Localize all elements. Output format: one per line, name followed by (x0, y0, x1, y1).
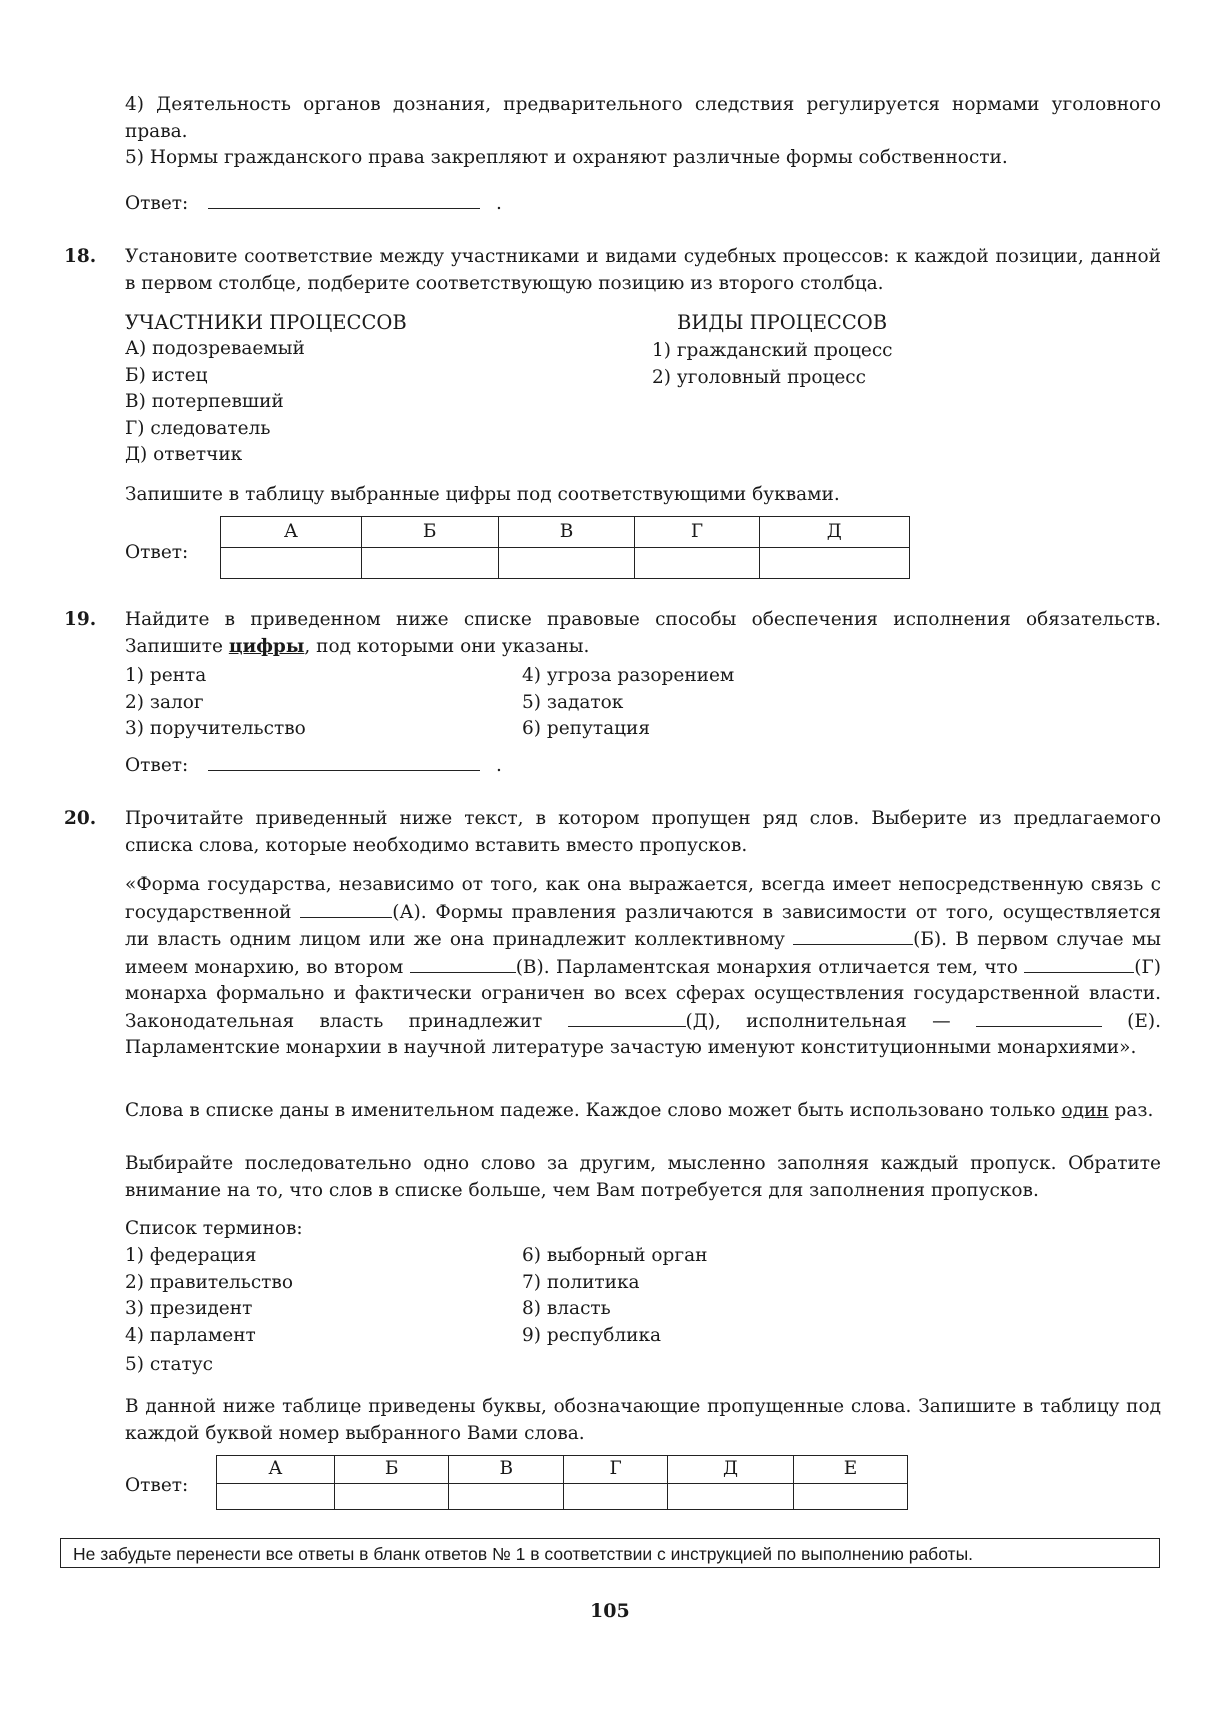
q18-right-header: ВИДЫ ПРОЦЕССОВ (677, 311, 888, 334)
list-item: 3) президент (125, 1298, 253, 1319)
q20-table-instruction: В данной ниже таблице приведены буквы, обозначающие пропущенные слова. Запишите в таблицу под каждой буквой номер выбранного Вами слова. (125, 1396, 1161, 1444)
blank-d[interactable] (568, 1008, 686, 1027)
q18-left-header: УЧАСТНИКИ ПРОЦЕССОВ (125, 311, 407, 334)
q19-answer-field[interactable] (208, 752, 480, 771)
footer-reminder: Не забудьте перенести все ответы в бланк ответов № 1 в соответствии с инструкцией по выполнению работы. (60, 1538, 1160, 1568)
q20-left-terms (125, 1243, 293, 1379)
passage-text: (Д), исполнительная — (685, 1010, 976, 1032)
q18-answer-table (220, 516, 910, 579)
list-item: 4) угроза разорением (522, 665, 735, 686)
q20-terms-title: Список терминов: (125, 1218, 303, 1239)
table-header-cell: В (449, 1456, 564, 1484)
answer-cell[interactable] (794, 1483, 908, 1509)
table-header-cell: Г (635, 517, 759, 548)
q20-answer-label: Ответ: (125, 1475, 189, 1496)
list-item: 2) уголовный процесс (652, 366, 867, 388)
answer-cell[interactable] (221, 548, 362, 579)
list-item: 5) статус (125, 1354, 213, 1375)
list-item: 6) выборный орган (522, 1245, 708, 1266)
list-item: 5) задаток (522, 691, 624, 713)
answer-label: Ответ: (125, 193, 189, 214)
q20-passage (125, 872, 1161, 1062)
passage-text: (Г) монарха формально и фактически ограничен во всех сферах осуществления государственной власти. Законодательная власть принадлежит (125, 956, 1161, 1032)
passage-text: (В). Парламентская монархия отличается тем, что (515, 956, 1025, 978)
answer-label: Ответ: (125, 755, 189, 776)
table-header-cell: А (217, 1456, 335, 1484)
blank-g[interactable] (1024, 954, 1134, 973)
q18-text: Установите соответствие между участниками и видами судебных процессов: к каждой позиции, данной в первом столбце, подберите соответствующую позицию из второго столбца. (125, 246, 1161, 294)
blank-v[interactable] (410, 954, 516, 973)
table-header-cell: Д (668, 1456, 794, 1484)
table-header-cell: Д (759, 517, 909, 548)
answer-dot: . (496, 755, 502, 776)
list-item: А) подозреваемый (125, 338, 305, 359)
list-item: 7) политика (522, 1271, 640, 1293)
answer-dot: . (496, 193, 502, 214)
answer-cell[interactable] (334, 1483, 449, 1509)
answer-cell[interactable] (361, 548, 498, 579)
list-item: 9) республика (522, 1324, 662, 1346)
answer-cell[interactable] (759, 548, 909, 579)
q18-left-list (125, 336, 305, 469)
page-number: 105 (590, 1600, 630, 1622)
rule-emphasis: один (1061, 1100, 1109, 1121)
list-item: 4) парламент (125, 1324, 256, 1346)
table-header-cell: Б (334, 1456, 449, 1484)
q19-text (125, 607, 1161, 660)
list-item: 3) поручительство (125, 718, 306, 739)
blank-a[interactable] (300, 899, 392, 918)
list-item: 1) федерация (125, 1245, 257, 1266)
list-item: 2) залог (125, 691, 204, 713)
rule-text: Слова в списке даны в именительном падеже. Каждое слово может быть использовано только (125, 1100, 1062, 1121)
q20-right-terms (522, 1243, 707, 1349)
q20-rule (125, 1098, 1161, 1125)
q19-text-part1: Найдите в приведенном ниже списке правовые способы обеспечения исполнения обязательств. Запишите (125, 609, 1161, 657)
q19-answer-row (125, 752, 502, 780)
q20-answer-table (216, 1455, 908, 1510)
passage-text: (Б). В первом случае мы имеем монархию, во втором (125, 929, 1161, 978)
passage-text: (А). Формы правления различаются в зависимости от того, осуществляется ли власть одним лицом или же она принадлежит коллективному (125, 901, 1161, 950)
rule-text: раз. (1108, 1100, 1154, 1121)
list-item: Г) следователь (125, 417, 271, 439)
q19-left-list (125, 663, 306, 743)
q19-text-emphasis: цифры (228, 635, 305, 657)
list-item: 6) репутация (522, 718, 651, 739)
passage-text: (Е). Парламентские монархии в научной литературе зачастую именуют конституционными монархиями». (125, 1010, 1161, 1058)
q20-number: 20. (64, 808, 97, 829)
table-header-cell: А (221, 517, 362, 548)
answer-cell[interactable] (564, 1483, 668, 1509)
q19-number: 19. (64, 609, 97, 630)
q20-intro: Прочитайте приведенный ниже текст, в котором пропущен ряд слов. Выберите из предлагаемого списка слова, которые необходимо вставить вместо пропусков. (125, 808, 1161, 856)
passage-text: «Форма государства, независимо от того, как она выражается, всегда имеет непосредственную связь с государственной (125, 874, 1161, 923)
list-item: Д) ответчик (125, 444, 243, 465)
q19-text-part2: , под которыми они указаны. (304, 635, 590, 657)
list-item: 1) рента (125, 665, 207, 686)
list-item: 2) правительство (125, 1271, 293, 1293)
q18-instruction: Запишите в таблицу выбранные цифры под соответствующими буквами. (125, 484, 840, 505)
q18-right-list (652, 338, 893, 391)
answer-cell[interactable] (449, 1483, 564, 1509)
answer-cell[interactable] (217, 1483, 335, 1509)
q18-answer-label: Ответ: (125, 542, 189, 563)
table-header-cell: Г (564, 1456, 668, 1484)
table-header-cell: Б (361, 517, 498, 548)
blank-b[interactable] (793, 926, 913, 945)
list-item: 1) гражданский процесс (652, 340, 893, 361)
q17-item-4: 4) Деятельность органов дознания, предварительного следствия регулируется нормами уголовного права. (125, 94, 1161, 142)
answer-cell[interactable] (635, 548, 759, 579)
table-header-cell: Е (794, 1456, 908, 1484)
list-item: 8) власть (522, 1298, 611, 1319)
q17-answer-row (125, 190, 502, 218)
table-header-cell: В (498, 517, 635, 548)
answer-cell[interactable] (498, 548, 635, 579)
q17-item-5: 5) Нормы гражданского права закрепляют и охраняют различные формы собственности. (125, 147, 1008, 168)
q18-number: 18. (64, 246, 97, 267)
answer-cell[interactable] (668, 1483, 794, 1509)
q19-right-list (522, 663, 734, 743)
list-item: В) потерпевший (125, 391, 284, 412)
q17-answer-field[interactable] (208, 190, 480, 209)
list-item: Б) истец (125, 364, 208, 386)
q20-rule2: Выбирайте последовательно одно слово за другим, мысленно заполняя каждый пропуск. Обратите внимание на то, что слов в списке больше, чем Вам потребуется для заполнения пропусков. (125, 1153, 1161, 1201)
blank-e[interactable] (976, 1008, 1102, 1027)
